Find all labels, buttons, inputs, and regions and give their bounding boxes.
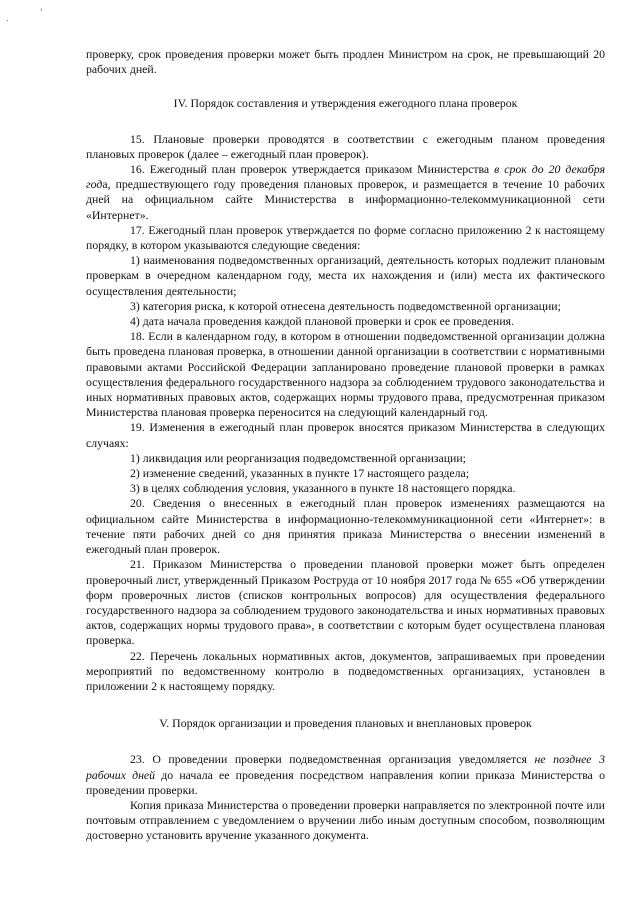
paragraph-19: 19. Изменения в ежегодный план проверок вносятся приказом Министерства в следующих случаях: bbox=[86, 420, 605, 450]
paragraph-20: 20. Сведения о внесенных в ежегодный план проверок изменениях размещаются на официальном сайте Министерства в информационно-телекоммуникационной сети «Интернет»: в течение пяти рабочих дней со дня принятия приказа Министерства о внесении изменений в ежегодный план проверок. bbox=[86, 496, 605, 557]
paragraph-copy-order: Копия приказа Министерства о проведении проверки направляется по электронной почте или почтовым отправлением с уведомлением о вручении либо иным доступным способом, позволяющим достоверно установить вручение указанного документа. bbox=[86, 797, 605, 843]
list-item: 4) дата начала проведения каждой плановой проверки и срок ее проведения. bbox=[130, 314, 515, 329]
section-5-heading: V. Порядок организации и проведения плановых и внеплановых проверок bbox=[159, 716, 532, 731]
paragraph-15: 15. Плановые проверки проводятся в соответствии с ежегодным планом проведения плановых проверок (далее – ежегодный план проверок). bbox=[86, 131, 605, 161]
document-body bbox=[86, 47, 605, 844]
scan-mark: . bbox=[6, 14, 9, 24]
scan-mark: ' bbox=[40, 8, 43, 18]
paragraph-21: 21. Приказом Министерства о проведении плановой проверки может быть определен проверочный лист, утвержденный Приказом Роструда от 10 ноября 2017 года № 655 «Об утверждении форм проверочных листов (списков контрольных вопросов) для осуществления федерального государственного надзора за соблюдением трудового законодательства и иных нормативных правовых актов, содержащих нормы трудового права», в соответствии с которым будет осуществлена плановая проверка. bbox=[86, 557, 605, 648]
paragraph-23: 23. О проведении проверки подведомственная организация уведомляется не позднее 3 рабочих дней до начала ее проведения посредством направления копии приказа Министерства о проведении проверки. bbox=[86, 752, 606, 797]
list-item: 1) ликвидация или реорганизация подведомственной организации; bbox=[130, 450, 466, 465]
paragraph-22: 22. Перечень локальных нормативных актов, документов, запрашиваемых при проведении мероприятий по ведомственному контролю в подведомственных организациях, установлен в приложении 2 к настоящему порядку. bbox=[86, 648, 605, 693]
paragraph-continuation: проверку, срок проведения проверки может быть продлен Министром на срок, не превышающий 20 рабочих дней. bbox=[86, 47, 605, 77]
list-item: 3) в целях соблюдения условия, указанного в пункте 18 настоящего порядка. bbox=[130, 481, 516, 496]
section-4-heading: IV. Порядок составления и утверждения ежегодного плана проверок bbox=[173, 96, 518, 111]
list-item: 2) изменение сведений, указанных в пункте 17 настоящего раздела; bbox=[130, 466, 470, 481]
list-item: 3) категория риска, к которой отнесена деятельность подведомственной организации; bbox=[130, 298, 561, 313]
paragraph-16: 16. Ежегодный план проверок утверждается приказом Министерства в срок до 20 декабря года, предшествующего году проведения плановых проверок, и размещается в течение 10 рабочих дней на официальном сайте Министерства в информационно-телекоммуникационной сети «Интернет». bbox=[86, 162, 605, 222]
paragraph-18: 18. Если в календарном году, в котором в отношении подведомственной организации должна быть проведена плановая проверка, в отношении данной организации в соответствии с нормативными правовыми актами Российской Федерации запланировано проведение плановой проверки в рамках осуществления федерального государственного надзора за соблюдением трудового законодательства и иных нормативных правовых актов, содержащих нормы трудового права, предусмотренная приказом Министерства плановая проверка переносится на следующий календарный год. bbox=[86, 329, 605, 420]
paragraph-17: 17. Ежегодный план проверок утверждается по форме согласно приложению 2 к настоящему порядку, в котором указываются следующие сведения: bbox=[86, 222, 605, 253]
list-item: 1) наименования подведомственных организаций, деятельность которых подлежит плановым проверкам в очередном календарном году, места их нахождения и (или) места их фактического осуществления деятельности; bbox=[86, 253, 605, 298]
